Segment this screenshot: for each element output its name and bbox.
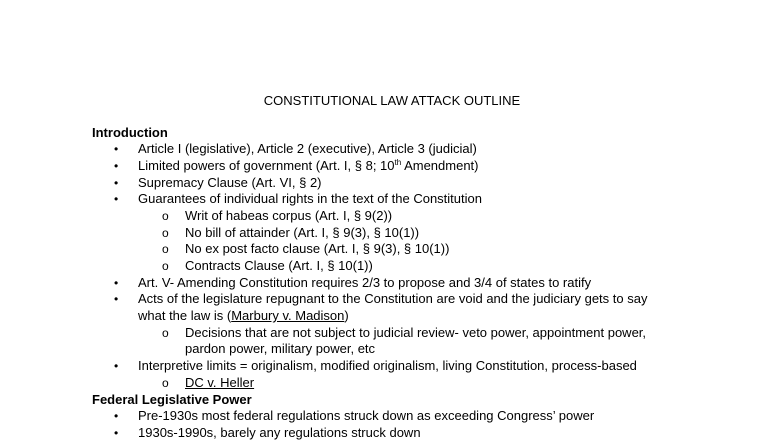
bullet-icon: •: [114, 158, 119, 173]
bullet-icon: •: [114, 275, 119, 290]
sub-bullet-icon: o: [162, 259, 169, 273]
document-title: [0, 92, 784, 110]
bullet-icon: •: [114, 409, 119, 424]
document-title-text: CONSTITUTIONAL LAW ATTACK OUTLINE: [263, 93, 521, 108]
section-heading-federal-legislative-power: Federal Legislative Power: [92, 391, 252, 407]
list-item-text-part: what the law is (: [138, 308, 232, 324]
list-item-text-line: Acts of the legislature repugnant to the Constitution are void and the judiciary gets to say: [138, 291, 648, 307]
sub-list-item: [0, 241, 784, 258]
list-item-text: Art. V- Amending Constitution requires 2/3 to propose and 3/4 of states to ratify: [138, 274, 592, 290]
sub-list-item: [0, 208, 784, 225]
ordinal-superscript: th: [394, 157, 402, 167]
list-item: [0, 158, 784, 175]
sub-list-item-text-line: pardon power, military power, etc: [185, 341, 376, 357]
sub-list-item-text: Contracts Clause (Art. I, § 10(1)): [185, 258, 373, 273]
case-citation: DC v. Heller: [185, 374, 255, 390]
sub-bullet-icon: o: [162, 325, 169, 340]
list-item-text: [138, 158, 479, 175]
bullet-icon: •: [114, 142, 119, 157]
list-item-text-part: Amendment): [401, 157, 479, 173]
list-item-text: 1930s-1990s, barely any regulations struck down: [138, 424, 421, 440]
sub-list-item-text: No ex post facto clause (Art. I, § 9(3), § 10(1)): [185, 241, 450, 257]
sub-list-item: [0, 375, 784, 392]
list-item: [0, 425, 784, 442]
list-item-text: Supremacy Clause (Art. VI, § 2): [138, 174, 322, 190]
sub-list-item-text: [185, 325, 646, 358]
bullet-icon: •: [114, 425, 119, 440]
bullet-icon: •: [114, 175, 119, 190]
sub-list-item-text: Writ of habeas corpus (Art. I, § 9(2)): [185, 207, 393, 223]
sub-list-item-text-line: Decisions that are not subject to judicial review- veto power, appointment power,: [185, 324, 647, 340]
sub-list-item-text: No bill of attainder (Art. I, § 9(3), § 10(1)): [185, 224, 420, 240]
list-item-text: Article I (legislative), Article 2 (executive), Article 3 (judicial): [138, 141, 477, 157]
list-item: [0, 291, 784, 324]
list-item-text: Pre-1930s most federal regulations struck down as exceeding Congress’ power: [138, 408, 595, 424]
bullet-icon: •: [114, 192, 119, 207]
bullet-icon: •: [114, 359, 119, 374]
list-item: [0, 275, 784, 292]
case-citation: Marbury v. Madison: [231, 308, 345, 324]
list-item-text: Guarantees of individual rights in the text of the Constitution: [138, 191, 482, 207]
bullet-icon: •: [114, 292, 119, 307]
sub-list-item: [0, 325, 784, 358]
sub-bullet-icon: o: [162, 225, 169, 240]
list-item: [0, 358, 784, 375]
list-item: [0, 191, 784, 208]
section-heading-introduction: Introduction: [92, 124, 168, 140]
list-item: [0, 175, 784, 192]
list-item: [0, 408, 784, 425]
sub-list-item: [0, 258, 784, 275]
list-item-text-part: ): [344, 308, 349, 324]
sub-bullet-icon: o: [162, 208, 169, 223]
sub-bullet-icon: o: [162, 375, 169, 390]
list-item-text-line: [138, 308, 647, 325]
list-item: [0, 141, 784, 158]
list-item-text: Interpretive limits = originalism, modified originalism, living Constitution, process-based: [138, 358, 637, 374]
list-item-text: [138, 291, 647, 324]
sub-list-item: [0, 225, 784, 242]
sub-bullet-icon: o: [162, 242, 169, 257]
document-body: [0, 125, 784, 442]
list-item-text-part: Limited powers of government (Art. I, § 8; 10: [138, 157, 395, 173]
